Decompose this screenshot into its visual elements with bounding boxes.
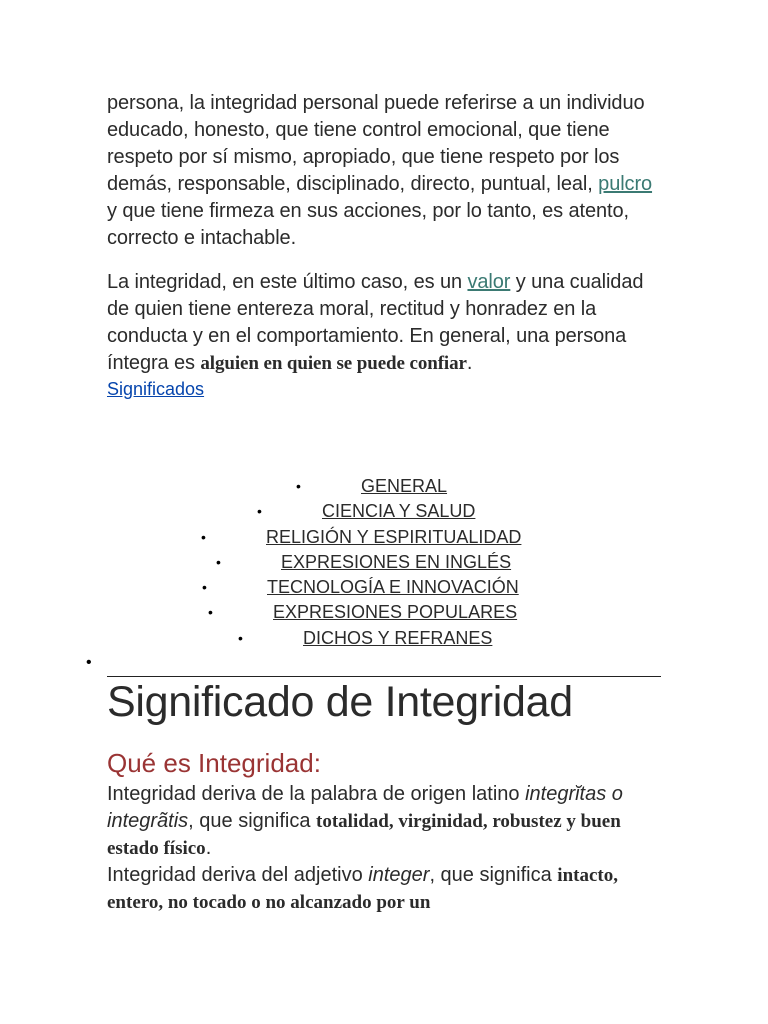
nav-item-dichos-y-refranes bbox=[0, 626, 768, 651]
paragraph-text: La integridad, en este último caso, es un bbox=[107, 271, 468, 293]
italic-term: integrĭtas o integrãtis bbox=[107, 783, 623, 832]
bullet-icon: • bbox=[208, 604, 213, 621]
page-title: Significado de Integridad bbox=[107, 678, 573, 726]
link-valor[interactable]: valor bbox=[467, 271, 511, 293]
nav-link-dichos-y-refranes[interactable]: DICHOS Y REFRANES bbox=[303, 627, 493, 648]
bullet-icon: • bbox=[86, 654, 92, 671]
nav-item-tecnologia bbox=[0, 575, 768, 600]
bullet-icon: • bbox=[257, 503, 262, 520]
nav-link-expresiones-ingles[interactable]: EXPRESIONES EN INGLÉS bbox=[281, 551, 512, 572]
definition-paragraph-adjective bbox=[107, 862, 677, 916]
category-nav bbox=[0, 474, 768, 651]
nav-item-religion bbox=[0, 525, 768, 550]
site-link-significados[interactable]: Significados bbox=[107, 379, 205, 399]
paragraph-text: Integridad deriva del adjetivo bbox=[107, 864, 369, 886]
bold-phrase: alguien en quien se puede confiar bbox=[200, 353, 467, 374]
nav-item-expresiones-ingles bbox=[0, 550, 768, 575]
nav-item-general bbox=[0, 474, 768, 499]
nav-link-tecnologia[interactable]: TECNOLOGÍA E INNOVACIÓN bbox=[267, 577, 519, 598]
paragraph-text: , que significa bbox=[429, 864, 558, 886]
definition-body bbox=[107, 781, 677, 916]
nav-link-general[interactable]: GENERAL bbox=[361, 476, 448, 496]
paragraph-integrity-personal bbox=[107, 90, 667, 252]
italic-term: integer bbox=[368, 864, 430, 886]
paragraph-integrity-value bbox=[107, 269, 667, 377]
nav-item-ciencia-y-salud bbox=[0, 499, 768, 524]
paragraph-text: y una cualidad de quien tiene entereza moral, rectitud y honradez en la conducta y en el comportamiento. En general, una persona íntegra es bbox=[107, 271, 644, 374]
divider bbox=[107, 676, 661, 677]
nav-link-expresiones-populares[interactable]: EXPRESIONES POPULARES bbox=[273, 602, 518, 623]
paragraph-text: persona, la integridad personal puede referirse a un individuo educado, honesto, que tiene control emocional, que tiene respeto por sí mismo, apropiado, que tiene respeto por los demás, responsable, disciplinado, directo, puntual, leal, bbox=[107, 92, 645, 195]
nav-item-expresiones-populares bbox=[0, 600, 768, 625]
bullet-icon: • bbox=[238, 629, 243, 646]
paragraph-text: . bbox=[205, 837, 212, 859]
bold-phrase: intacto, entero, no tocado o no alcanzado por un bbox=[107, 865, 618, 913]
section-heading: Qué es Integridad: bbox=[107, 748, 321, 778]
bold-phrase: totalidad, virginidad, robustez y buen estado físico bbox=[107, 811, 621, 859]
paragraph-text: , que significa bbox=[188, 810, 317, 832]
nav-link-ciencia-y-salud[interactable]: CIENCIA Y SALUD bbox=[322, 501, 476, 522]
paragraph-text: Integridad deriva de la palabra de origen latino bbox=[107, 783, 526, 805]
paragraph-text: . bbox=[466, 352, 473, 374]
paragraph-text: y que tiene firmeza en sus acciones, por lo tanto, es atento, correcto e intachable. bbox=[107, 200, 629, 249]
bullet-icon: • bbox=[216, 553, 221, 570]
nav-link-religion[interactable]: RELIGIÓN Y ESPIRITUALIDAD bbox=[266, 526, 522, 547]
article-content bbox=[107, 90, 667, 400]
definition-paragraph-origin bbox=[107, 781, 677, 862]
bullet-icon: • bbox=[296, 478, 301, 494]
link-pulcro[interactable]: pulcro bbox=[598, 173, 653, 195]
bullet-icon: • bbox=[202, 579, 207, 596]
bullet-icon: • bbox=[201, 528, 206, 545]
